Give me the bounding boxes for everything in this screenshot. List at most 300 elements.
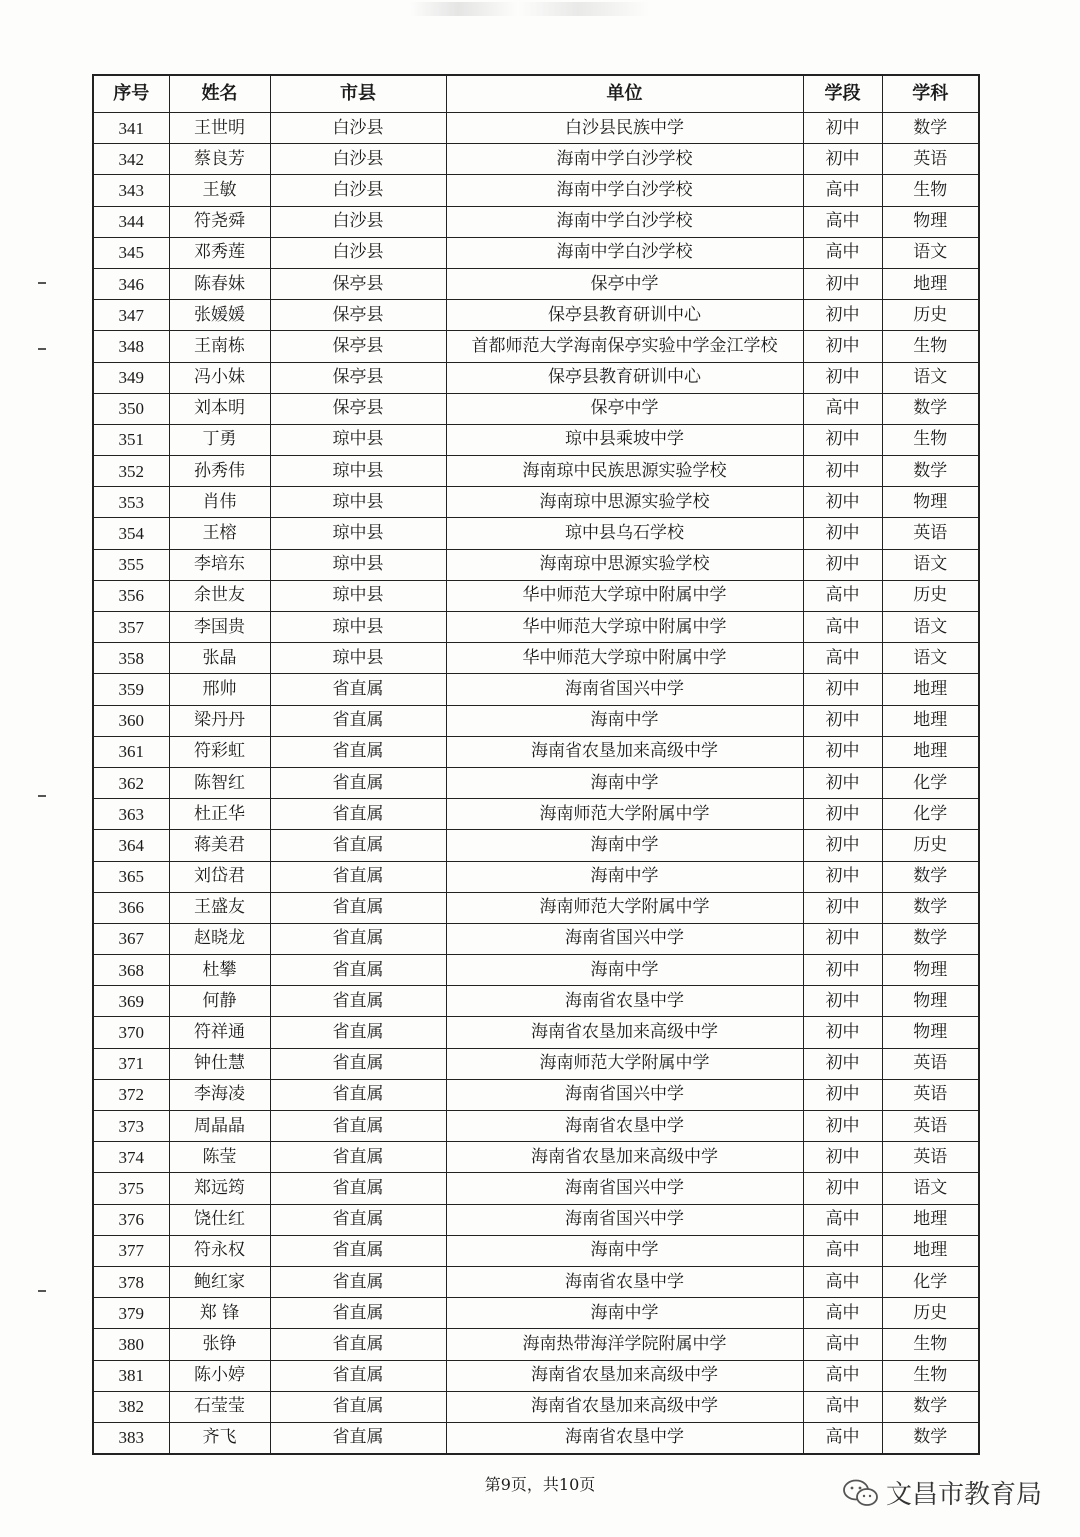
cell-subject: 化学 xyxy=(882,767,979,798)
cell-subject: 语文 xyxy=(882,643,979,674)
cell-subject: 地理 xyxy=(882,674,979,705)
header-county: 市县 xyxy=(270,75,446,113)
header-stage: 学段 xyxy=(803,75,882,113)
cell-subject: 历史 xyxy=(882,580,979,611)
cell-unit: 海南省国兴中学 xyxy=(446,923,803,954)
cell-county: 省直属 xyxy=(270,674,446,705)
table-row xyxy=(93,237,979,268)
cell-stage: 初中 xyxy=(803,331,882,362)
cell-unit: 首都师范大学海南保亭实验中学金江学校 xyxy=(446,331,803,362)
cell-county: 省直属 xyxy=(270,986,446,1017)
cell-serial: 349 xyxy=(93,362,169,393)
cell-county: 白沙县 xyxy=(270,237,446,268)
cell-serial: 382 xyxy=(93,1391,169,1422)
cell-serial: 373 xyxy=(93,1111,169,1142)
cell-name: 王盛友 xyxy=(169,892,270,923)
table-row xyxy=(93,1079,979,1110)
cell-subject: 地理 xyxy=(882,736,979,767)
cell-subject: 地理 xyxy=(882,1204,979,1235)
cell-stage: 初中 xyxy=(803,767,882,798)
cell-serial: 362 xyxy=(93,767,169,798)
cell-subject: 生物 xyxy=(882,1360,979,1391)
cell-unit: 海南中学 xyxy=(446,1298,803,1329)
cell-name: 梁丹丹 xyxy=(169,705,270,736)
cell-county: 白沙县 xyxy=(270,206,446,237)
table-row xyxy=(93,799,979,830)
cell-subject: 英语 xyxy=(882,1079,979,1110)
cell-subject: 物理 xyxy=(882,1017,979,1048)
cell-name: 王榕 xyxy=(169,518,270,549)
cell-unit: 华中师范大学琼中附属中学 xyxy=(446,643,803,674)
cell-subject: 语文 xyxy=(882,612,979,643)
cell-stage: 初中 xyxy=(803,1079,882,1110)
cell-serial: 347 xyxy=(93,300,169,331)
cell-county: 省直属 xyxy=(270,705,446,736)
cell-subject: 英语 xyxy=(882,1142,979,1173)
cell-subject: 英语 xyxy=(882,144,979,175)
table-row xyxy=(93,674,979,705)
cell-stage: 初中 xyxy=(803,674,882,705)
cell-unit: 白沙县民族中学 xyxy=(446,113,803,144)
cell-serial: 367 xyxy=(93,923,169,954)
cell-stage: 初中 xyxy=(803,549,882,580)
cell-county: 省直属 xyxy=(270,1391,446,1422)
cell-county: 省直属 xyxy=(270,955,446,986)
cell-county: 保亭县 xyxy=(270,268,446,299)
cell-subject: 英语 xyxy=(882,518,979,549)
cell-stage: 初中 xyxy=(803,362,882,393)
scan-edge-mark xyxy=(38,282,46,284)
cell-county: 省直属 xyxy=(270,799,446,830)
cell-name: 蒋美君 xyxy=(169,830,270,861)
watermark xyxy=(842,1474,1042,1511)
cell-name: 杜攀 xyxy=(169,955,270,986)
table-row xyxy=(93,456,979,487)
cell-unit: 海南中学白沙学校 xyxy=(446,206,803,237)
cell-unit: 保亭中学 xyxy=(446,268,803,299)
cell-stage: 初中 xyxy=(803,705,882,736)
table-row xyxy=(93,206,979,237)
cell-name: 刘岱君 xyxy=(169,861,270,892)
cell-subject: 数学 xyxy=(882,393,979,424)
cell-unit: 海南中学 xyxy=(446,830,803,861)
cell-unit: 海南中学 xyxy=(446,1235,803,1266)
cell-stage: 初中 xyxy=(803,113,882,144)
table-row xyxy=(93,643,979,674)
cell-unit: 海南中学白沙学校 xyxy=(446,175,803,206)
cell-unit: 海南师范大学附属中学 xyxy=(446,799,803,830)
cell-serial: 357 xyxy=(93,612,169,643)
cell-stage: 高中 xyxy=(803,175,882,206)
cell-stage: 初中 xyxy=(803,1017,882,1048)
cell-county: 琼中县 xyxy=(270,518,446,549)
table-row xyxy=(93,830,979,861)
header-serial: 序号 xyxy=(93,75,169,113)
cell-serial: 341 xyxy=(93,113,169,144)
table-row xyxy=(93,175,979,206)
table-row xyxy=(93,300,979,331)
cell-serial: 361 xyxy=(93,736,169,767)
table-row xyxy=(93,268,979,299)
cell-stage: 初中 xyxy=(803,1142,882,1173)
cell-subject: 语文 xyxy=(882,1173,979,1204)
cell-unit: 海南琼中思源实验学校 xyxy=(446,487,803,518)
table-row xyxy=(93,767,979,798)
cell-serial: 381 xyxy=(93,1360,169,1391)
wechat-icon xyxy=(842,1478,880,1508)
cell-stage: 初中 xyxy=(803,1173,882,1204)
cell-county: 省直属 xyxy=(270,830,446,861)
table-row xyxy=(93,393,979,424)
cell-name: 何静 xyxy=(169,986,270,1017)
cell-unit: 海南热带海洋学院附属中学 xyxy=(446,1329,803,1360)
cell-stage: 初中 xyxy=(803,892,882,923)
scan-edge-mark xyxy=(38,348,46,350)
table-row xyxy=(93,580,979,611)
cell-subject: 语文 xyxy=(882,237,979,268)
table-row xyxy=(93,424,979,455)
cell-county: 省直属 xyxy=(270,1017,446,1048)
cell-unit: 保亭县教育研训中心 xyxy=(446,300,803,331)
cell-name: 陈莹 xyxy=(169,1142,270,1173)
cell-name: 张铮 xyxy=(169,1329,270,1360)
cell-serial: 377 xyxy=(93,1235,169,1266)
page-number: 第9页，共10页 xyxy=(484,1475,596,1494)
table-row xyxy=(93,1142,979,1173)
cell-serial: 370 xyxy=(93,1017,169,1048)
cell-county: 琼中县 xyxy=(270,487,446,518)
watermark-text: 文昌市教育局 xyxy=(886,1480,1043,1510)
cell-name: 张晶 xyxy=(169,643,270,674)
cell-serial: 354 xyxy=(93,518,169,549)
cell-county: 省直属 xyxy=(270,1048,446,1079)
cell-serial: 346 xyxy=(93,268,169,299)
table-row xyxy=(93,923,979,954)
cell-serial: 344 xyxy=(93,206,169,237)
cell-serial: 369 xyxy=(93,986,169,1017)
cell-serial: 353 xyxy=(93,487,169,518)
cell-county: 省直属 xyxy=(270,1235,446,1266)
cell-stage: 初中 xyxy=(803,923,882,954)
cell-name: 王敏 xyxy=(169,175,270,206)
cell-serial: 380 xyxy=(93,1329,169,1360)
table-row xyxy=(93,612,979,643)
cell-serial: 379 xyxy=(93,1298,169,1329)
cell-county: 省直属 xyxy=(270,1173,446,1204)
cell-unit: 海南中学白沙学校 xyxy=(446,237,803,268)
cell-stage: 高中 xyxy=(803,1266,882,1297)
cell-name: 李海凌 xyxy=(169,1079,270,1110)
cell-serial: 378 xyxy=(93,1266,169,1297)
cell-county: 白沙县 xyxy=(270,113,446,144)
cell-subject: 物理 xyxy=(882,986,979,1017)
cell-stage: 初中 xyxy=(803,300,882,331)
cell-serial: 352 xyxy=(93,456,169,487)
cell-serial: 366 xyxy=(93,892,169,923)
cell-unit: 海南省农垦加来高级中学 xyxy=(446,1142,803,1173)
cell-subject: 历史 xyxy=(882,830,979,861)
cell-name: 符永权 xyxy=(169,1235,270,1266)
table-row xyxy=(93,1017,979,1048)
cell-county: 白沙县 xyxy=(270,175,446,206)
table-row xyxy=(93,1048,979,1079)
cell-stage: 高中 xyxy=(803,1329,882,1360)
cell-county: 省直属 xyxy=(270,1079,446,1110)
cell-stage: 高中 xyxy=(803,643,882,674)
cell-serial: 348 xyxy=(93,331,169,362)
cell-subject: 化学 xyxy=(882,1266,979,1297)
cell-subject: 生物 xyxy=(882,424,979,455)
cell-unit: 海南省农垦加来高级中学 xyxy=(446,1017,803,1048)
cell-county: 省直属 xyxy=(270,736,446,767)
cell-unit: 海南省农垦加来高级中学 xyxy=(446,1391,803,1422)
cell-name: 蔡良芳 xyxy=(169,144,270,175)
cell-serial: 359 xyxy=(93,674,169,705)
cell-unit: 海南省国兴中学 xyxy=(446,1079,803,1110)
cell-stage: 初中 xyxy=(803,424,882,455)
cell-subject: 物理 xyxy=(882,206,979,237)
cell-name: 陈春妹 xyxy=(169,268,270,299)
cell-county: 琼中县 xyxy=(270,612,446,643)
cell-stage: 高中 xyxy=(803,1298,882,1329)
cell-name: 赵晓龙 xyxy=(169,923,270,954)
header-subject: 学科 xyxy=(882,75,979,113)
cell-unit: 海南琼中民族思源实验学校 xyxy=(446,456,803,487)
cell-serial: 356 xyxy=(93,580,169,611)
cell-serial: 360 xyxy=(93,705,169,736)
scan-edge-mark xyxy=(38,795,46,797)
cell-stage: 高中 xyxy=(803,1422,882,1454)
cell-name: 丁勇 xyxy=(169,424,270,455)
table-row xyxy=(93,1235,979,1266)
table-row xyxy=(93,331,979,362)
cell-subject: 生物 xyxy=(882,331,979,362)
cell-serial: 355 xyxy=(93,549,169,580)
cell-stage: 高中 xyxy=(803,612,882,643)
table-row xyxy=(93,986,979,1017)
cell-unit: 海南省国兴中学 xyxy=(446,1173,803,1204)
cell-stage: 高中 xyxy=(803,1235,882,1266)
cell-subject: 地理 xyxy=(882,268,979,299)
cell-name: 石莹莹 xyxy=(169,1391,270,1422)
table-body xyxy=(93,113,979,1455)
cell-serial: 375 xyxy=(93,1173,169,1204)
cell-unit: 琼中县乘坡中学 xyxy=(446,424,803,455)
cell-unit: 海南省国兴中学 xyxy=(446,674,803,705)
cell-county: 省直属 xyxy=(270,1298,446,1329)
table-row xyxy=(93,892,979,923)
table-row xyxy=(93,736,979,767)
cell-name: 王世明 xyxy=(169,113,270,144)
cell-stage: 高中 xyxy=(803,237,882,268)
cell-county: 琼中县 xyxy=(270,549,446,580)
cell-unit: 海南省农垦中学 xyxy=(446,1266,803,1297)
cell-stage: 初中 xyxy=(803,144,882,175)
cell-serial: 364 xyxy=(93,830,169,861)
table-row xyxy=(93,113,979,144)
table-row xyxy=(93,1298,979,1329)
cell-stage: 初中 xyxy=(803,861,882,892)
cell-name: 饶仕红 xyxy=(169,1204,270,1235)
cell-county: 保亭县 xyxy=(270,331,446,362)
cell-name: 邓秀莲 xyxy=(169,237,270,268)
table-row xyxy=(93,487,979,518)
table-row xyxy=(93,1266,979,1297)
cell-subject: 数学 xyxy=(882,892,979,923)
table-row xyxy=(93,1360,979,1391)
cell-name: 齐飞 xyxy=(169,1422,270,1454)
cell-subject: 数学 xyxy=(882,1422,979,1454)
cell-county: 琼中县 xyxy=(270,424,446,455)
cell-county: 省直属 xyxy=(270,1142,446,1173)
table-row xyxy=(93,705,979,736)
cell-county: 琼中县 xyxy=(270,580,446,611)
cell-stage: 初中 xyxy=(803,830,882,861)
cell-unit: 保亭中学 xyxy=(446,393,803,424)
cell-name: 杜正华 xyxy=(169,799,270,830)
cell-name: 余世友 xyxy=(169,580,270,611)
cell-unit: 海南中学 xyxy=(446,705,803,736)
cell-subject: 生物 xyxy=(882,175,979,206)
cell-county: 省直属 xyxy=(270,767,446,798)
cell-stage: 初中 xyxy=(803,268,882,299)
cell-name: 冯小妹 xyxy=(169,362,270,393)
cell-stage: 高中 xyxy=(803,206,882,237)
table-row xyxy=(93,1111,979,1142)
cell-name: 张媛媛 xyxy=(169,300,270,331)
cell-name: 郑远筠 xyxy=(169,1173,270,1204)
cell-name: 符尧舜 xyxy=(169,206,270,237)
cell-unit: 保亭县教育研训中心 xyxy=(446,362,803,393)
cell-subject: 地理 xyxy=(882,705,979,736)
header-name: 姓名 xyxy=(169,75,270,113)
cell-unit: 华中师范大学琼中附属中学 xyxy=(446,612,803,643)
cell-unit: 海南省国兴中学 xyxy=(446,1204,803,1235)
cell-subject: 语文 xyxy=(882,549,979,580)
cell-name: 孙秀伟 xyxy=(169,456,270,487)
cell-name: 周晶晶 xyxy=(169,1111,270,1142)
cell-stage: 高中 xyxy=(803,1360,882,1391)
cell-name: 李国贵 xyxy=(169,612,270,643)
cell-unit: 海南中学白沙学校 xyxy=(446,144,803,175)
cell-serial: 351 xyxy=(93,424,169,455)
cell-county: 保亭县 xyxy=(270,393,446,424)
cell-serial: 374 xyxy=(93,1142,169,1173)
cell-subject: 物理 xyxy=(882,487,979,518)
cell-name: 郑 锋 xyxy=(169,1298,270,1329)
cell-stage: 高中 xyxy=(803,1204,882,1235)
cell-stage: 高中 xyxy=(803,393,882,424)
table-row xyxy=(93,1173,979,1204)
cell-unit: 海南省农垦加来高级中学 xyxy=(446,1360,803,1391)
table-row xyxy=(93,1204,979,1235)
cell-stage: 高中 xyxy=(803,580,882,611)
cell-subject: 数学 xyxy=(882,113,979,144)
cell-name: 钟仕慧 xyxy=(169,1048,270,1079)
cell-county: 琼中县 xyxy=(270,643,446,674)
cell-county: 省直属 xyxy=(270,1111,446,1142)
cell-stage: 初中 xyxy=(803,736,882,767)
cell-name: 鲍红家 xyxy=(169,1266,270,1297)
roster-table xyxy=(92,74,980,1455)
table-row xyxy=(93,1329,979,1360)
cell-subject: 生物 xyxy=(882,1329,979,1360)
cell-serial: 343 xyxy=(93,175,169,206)
cell-subject: 数学 xyxy=(882,456,979,487)
cell-unit: 华中师范大学琼中附属中学 xyxy=(446,580,803,611)
cell-subject: 地理 xyxy=(882,1235,979,1266)
cell-serial: 371 xyxy=(93,1048,169,1079)
cell-subject: 数学 xyxy=(882,923,979,954)
cell-subject: 化学 xyxy=(882,799,979,830)
cell-unit: 海南中学 xyxy=(446,861,803,892)
cell-unit: 海南中学 xyxy=(446,955,803,986)
table-row xyxy=(93,144,979,175)
cell-name: 肖伟 xyxy=(169,487,270,518)
cell-name: 邢帅 xyxy=(169,674,270,705)
cell-serial: 363 xyxy=(93,799,169,830)
cell-unit: 海南师范大学附属中学 xyxy=(446,892,803,923)
table-row xyxy=(93,861,979,892)
table-header-row xyxy=(93,75,979,113)
table-row xyxy=(93,362,979,393)
cell-county: 省直属 xyxy=(270,1422,446,1454)
cell-unit: 琼中县乌石学校 xyxy=(446,518,803,549)
cell-subject: 英语 xyxy=(882,1111,979,1142)
cell-unit: 海南省农垦中学 xyxy=(446,986,803,1017)
cell-unit: 海南师范大学附属中学 xyxy=(446,1048,803,1079)
table-row xyxy=(93,518,979,549)
cell-county: 省直属 xyxy=(270,1329,446,1360)
cell-serial: 376 xyxy=(93,1204,169,1235)
cell-stage: 高中 xyxy=(803,1391,882,1422)
scan-smudge xyxy=(410,2,650,16)
cell-serial: 383 xyxy=(93,1422,169,1454)
cell-name: 刘本明 xyxy=(169,393,270,424)
cell-county: 保亭县 xyxy=(270,362,446,393)
cell-subject: 物理 xyxy=(882,955,979,986)
cell-name: 王南栋 xyxy=(169,331,270,362)
cell-name: 陈小婷 xyxy=(169,1360,270,1391)
cell-stage: 初中 xyxy=(803,986,882,1017)
cell-subject: 语文 xyxy=(882,362,979,393)
cell-stage: 初中 xyxy=(803,1111,882,1142)
cell-stage: 初中 xyxy=(803,955,882,986)
cell-stage: 初中 xyxy=(803,1048,882,1079)
cell-subject: 历史 xyxy=(882,1298,979,1329)
cell-serial: 345 xyxy=(93,237,169,268)
table-row xyxy=(93,549,979,580)
cell-name: 符祥通 xyxy=(169,1017,270,1048)
cell-name: 李培东 xyxy=(169,549,270,580)
cell-unit: 海南琼中思源实验学校 xyxy=(446,549,803,580)
cell-name: 陈智红 xyxy=(169,767,270,798)
cell-subject: 历史 xyxy=(882,300,979,331)
cell-county: 省直属 xyxy=(270,861,446,892)
cell-county: 省直属 xyxy=(270,1360,446,1391)
table-row xyxy=(93,1391,979,1422)
cell-subject: 数学 xyxy=(882,861,979,892)
cell-county: 省直属 xyxy=(270,892,446,923)
cell-unit: 海南中学 xyxy=(446,767,803,798)
cell-serial: 358 xyxy=(93,643,169,674)
cell-serial: 365 xyxy=(93,861,169,892)
scan-edge-mark xyxy=(38,1290,46,1292)
table-row xyxy=(93,955,979,986)
cell-county: 白沙县 xyxy=(270,144,446,175)
cell-serial: 342 xyxy=(93,144,169,175)
cell-county: 琼中县 xyxy=(270,456,446,487)
